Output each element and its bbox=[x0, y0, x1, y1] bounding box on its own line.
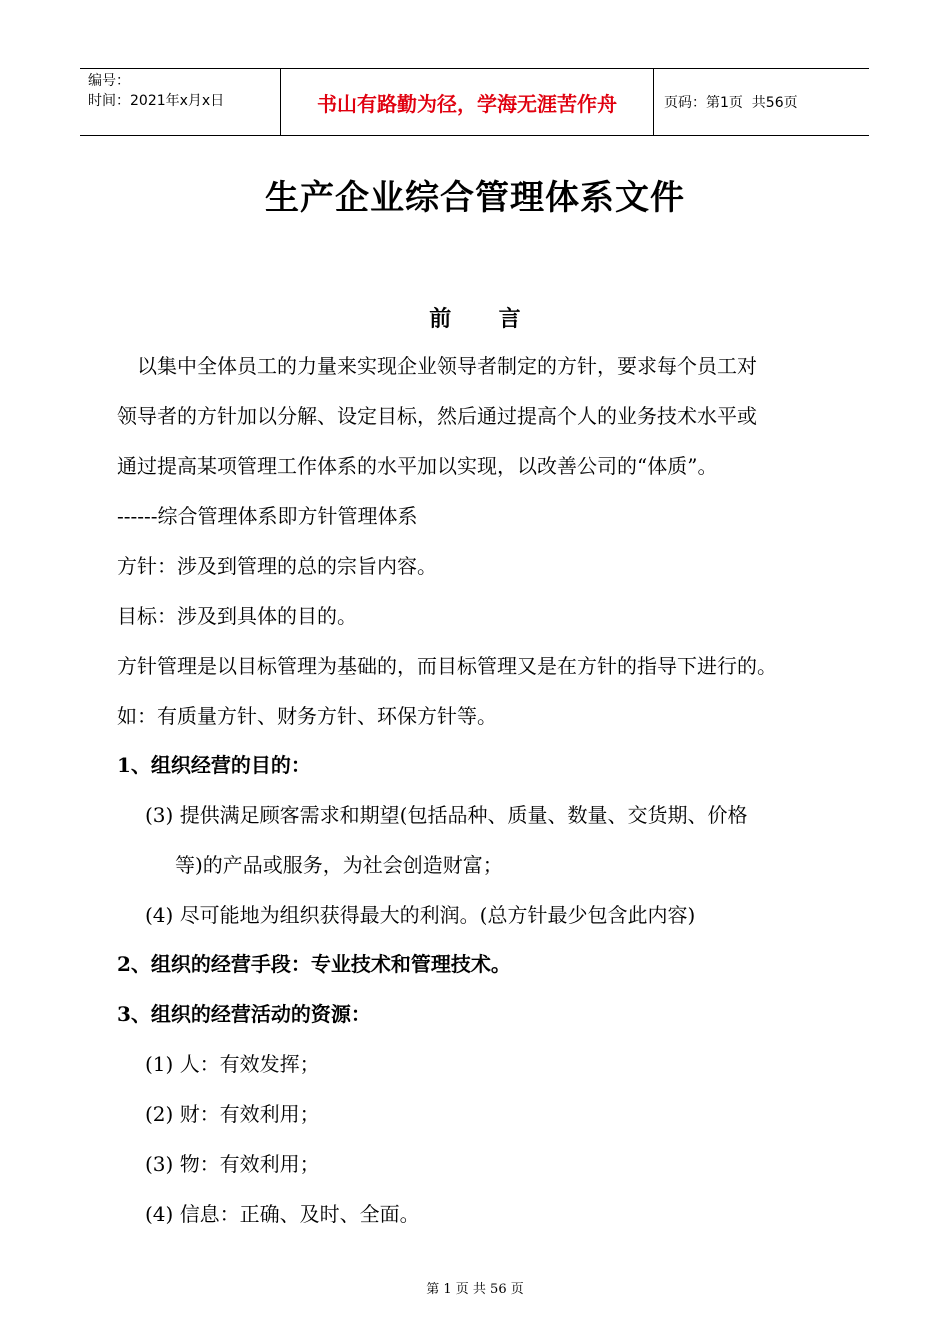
header-time-label: 时间：2021年x月x日 bbox=[88, 93, 225, 109]
list-item: (4) 尽可能地为组织获得最大的利润。(总方针最少包含此内容) bbox=[145, 903, 696, 927]
list-item: (4) 信息：正确、及时、全面。 bbox=[145, 1202, 420, 1226]
header-motto-cell bbox=[280, 69, 654, 135]
paragraph-line: 以集中全体员工的力量来实现企业领导者制定的方针，要求每个员工对 bbox=[137, 354, 757, 378]
paragraph-line: 方针管理是以目标管理为基础的，而目标管理又是在方针的指导下进行的。 bbox=[117, 654, 777, 678]
section-title bbox=[0, 302, 950, 333]
footer-page-number: 第 1 页 共 56 页 bbox=[426, 1282, 524, 1297]
paragraph-line: 如：有质量方针、财务方针、环保方针等。 bbox=[117, 704, 497, 728]
list-item: (3) 物：有效利用； bbox=[145, 1152, 320, 1176]
page-header-table bbox=[80, 68, 869, 136]
header-page-info: 页码：第1页 共56页 bbox=[664, 95, 798, 111]
paragraph-line: 方针：涉及到管理的总的宗旨内容。 bbox=[117, 554, 437, 578]
list-item: (1) 人：有效发挥； bbox=[145, 1052, 320, 1076]
header-number-label: 编号： bbox=[88, 73, 130, 89]
header-page-cell bbox=[654, 69, 869, 135]
header-meta-cell bbox=[80, 69, 280, 135]
paragraph-line: 目标：涉及到具体的目的。 bbox=[117, 604, 357, 628]
paragraph-line: 领导者的方针加以分解、设定目标，然后通过提高个人的业务技术水平或 bbox=[117, 404, 757, 428]
document-title: 生产企业综合管理体系文件 bbox=[265, 178, 685, 218]
paragraph-line: ------综合管理体系即方针管理体系 bbox=[117, 504, 418, 528]
list-item-continuation: 等)的产品或服务，为社会创造财富； bbox=[175, 853, 503, 877]
list-item: (3) 提供满足顾客需求和期望(包括品种、质量、数量、交货期、价格 bbox=[145, 803, 748, 827]
paragraph-line: 通过提高某项管理工作体系的水平加以实现，以改善公司的“体质”。 bbox=[117, 454, 718, 478]
header-motto: 书山有路勤为径，学海无涯苦作舟 bbox=[317, 91, 617, 116]
section-title-text: 前 言 bbox=[429, 307, 521, 332]
heading-1: 1、组织经营的目的： bbox=[117, 753, 311, 777]
heading-2: 2、组织的经营手段：专业技术和管理技术。 bbox=[117, 952, 511, 976]
page-footer bbox=[0, 1278, 950, 1297]
list-item: (2) 财：有效利用； bbox=[145, 1102, 320, 1126]
heading-3: 3、组织的经营活动的资源： bbox=[117, 1002, 371, 1026]
